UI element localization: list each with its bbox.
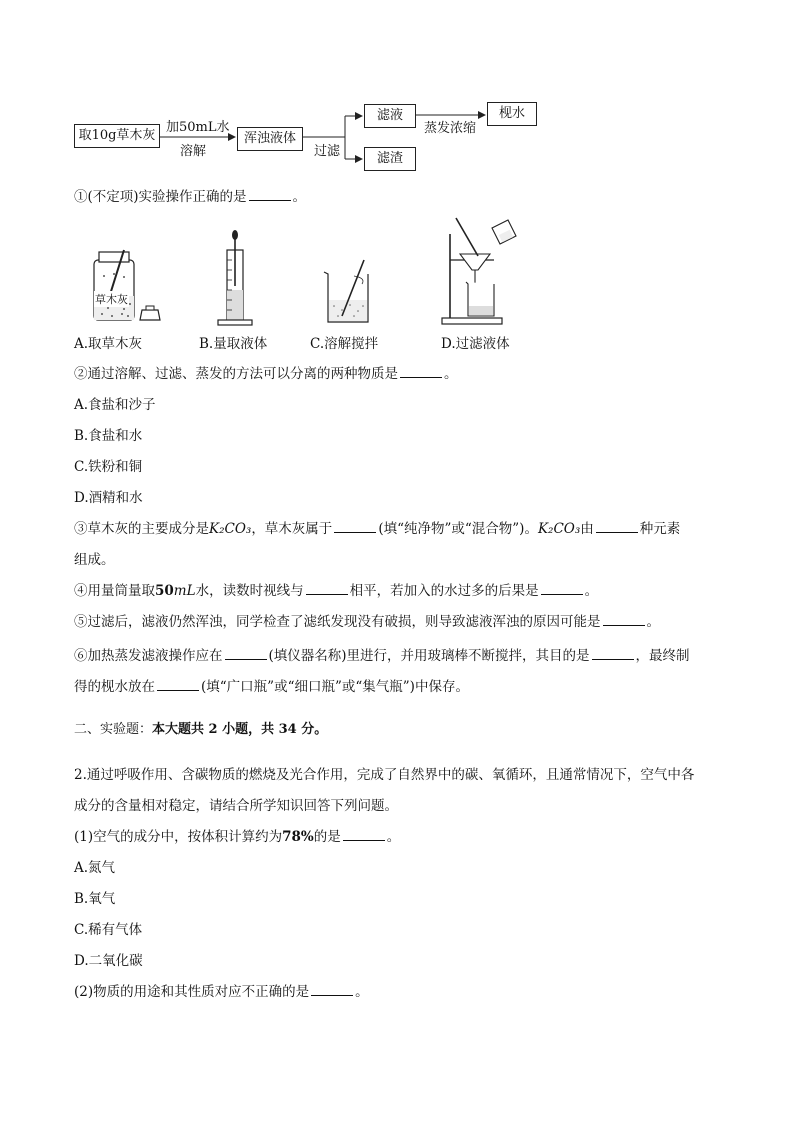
q2-option-a[interactable]: A.氮气 bbox=[74, 860, 116, 876]
q1-3-p5: 种元素 bbox=[639, 521, 681, 537]
flow-box-residue: 滤渣 bbox=[364, 147, 416, 171]
filtration-figure bbox=[438, 214, 534, 326]
section-2-heading bbox=[74, 721, 327, 739]
q1-4-p4: 。 bbox=[584, 583, 599, 599]
question-1-1 bbox=[74, 188, 306, 206]
q2-s1a: (1)空气的成分中，按体积计算约为 bbox=[74, 829, 283, 845]
flow-box-end: 枧水 bbox=[487, 102, 537, 126]
q1-4-p1: ④用量筒量取 bbox=[74, 583, 155, 599]
q1-6-line2b: (填“广口瓶”或“细口瓶”或“集气瓶”)中保存。 bbox=[201, 679, 469, 695]
q1-1-text: ①(不定项)实验操作正确的是 bbox=[74, 189, 247, 205]
flow-box-mid: 浑浊液体 bbox=[237, 127, 303, 151]
q1-3-p2: ，草木灰属于 bbox=[251, 521, 333, 537]
q1-2-option-c[interactable]: C.铁粉和铜 bbox=[74, 459, 143, 475]
flow-evap-label: 蒸发浓缩 bbox=[424, 121, 477, 136]
question-1-3 bbox=[74, 520, 680, 538]
q1-2-option-b[interactable]: B.食盐和水 bbox=[74, 428, 143, 444]
question-1-5 bbox=[74, 613, 660, 631]
caption-a: A.取草木灰 bbox=[74, 336, 143, 352]
q2-intro-line2: 成分的含量相对稳定，请结合所学知识回答下列问题。 bbox=[74, 798, 398, 814]
q1-3-line2: 组成。 bbox=[74, 552, 115, 568]
cylinder-figure bbox=[210, 228, 260, 328]
q1-4-p3: 相平，若加入的水过多的后果是 bbox=[349, 583, 539, 599]
answer-blank[interactable] bbox=[311, 983, 353, 996]
volume-unit: mL bbox=[173, 583, 196, 599]
flow-arrow1-bottom-label: 溶解 bbox=[180, 144, 207, 159]
question-1-4 bbox=[74, 582, 598, 600]
q1-4-p2: 水，读数时视线与 bbox=[195, 583, 304, 599]
question-1-2 bbox=[74, 365, 458, 383]
q2-s2b: 。 bbox=[355, 984, 369, 1000]
flow-box-start: 取10g草木灰 bbox=[74, 124, 160, 148]
q1-3-p3: (填“纯净物”或“混合物”)。 bbox=[378, 521, 538, 537]
q2-sub2 bbox=[74, 983, 369, 1001]
q2-s1b: 的是 bbox=[313, 829, 341, 845]
answer-blank[interactable] bbox=[400, 365, 442, 378]
q1-3-p4: 由 bbox=[580, 521, 594, 537]
answer-blank[interactable] bbox=[157, 678, 199, 691]
answer-blank[interactable] bbox=[541, 582, 583, 595]
q1-2-option-a[interactable]: A.食盐和沙子 bbox=[74, 397, 156, 413]
caption-c: C.溶解搅拌 bbox=[310, 336, 379, 352]
flow-box-filtrate: 滤液 bbox=[364, 104, 416, 128]
q1-6-p3: ，最终制 bbox=[635, 648, 690, 664]
answer-blank[interactable] bbox=[343, 828, 385, 841]
formula: K₂CO₃ bbox=[209, 521, 252, 537]
q1-5-p1: ⑤过滤后，滤液仍然浑浊，同学检查了滤纸发现没有破损，则导致滤液浑浊的原因可能是 bbox=[74, 614, 601, 630]
q2-option-b[interactable]: B.氧气 bbox=[74, 891, 116, 907]
answer-blank[interactable] bbox=[596, 520, 638, 533]
q1-2-text: ②通过溶解、过滤、蒸发的方法可以分离的两种物质是 bbox=[74, 366, 398, 382]
flow-arrow1-top-label: 加50mL水 bbox=[166, 120, 230, 135]
q2-option-d[interactable]: D.二氧化碳 bbox=[74, 953, 143, 969]
q1-6-p1: ⑥加热蒸发滤液操作应在 bbox=[74, 648, 223, 664]
answer-blank[interactable] bbox=[249, 188, 291, 201]
section-2-title: 二、实验题： bbox=[74, 722, 153, 737]
answer-blank[interactable] bbox=[592, 647, 634, 660]
question-1-6-line2 bbox=[74, 678, 469, 696]
q1-2-end: 。 bbox=[444, 366, 458, 382]
q1-5-p2: 。 bbox=[646, 614, 660, 630]
formula: K₂CO₃ bbox=[537, 521, 581, 537]
flow-filter-label: 过滤 bbox=[314, 144, 341, 159]
q1-3-p1: ③草木灰的主要成分是 bbox=[74, 521, 209, 537]
q1-6-p2: (填仪器名称)里进行，并用玻璃棒不断搅拌，其目的是 bbox=[268, 648, 590, 664]
q2-s1-percent: 78% bbox=[282, 829, 314, 845]
answer-blank[interactable] bbox=[306, 582, 348, 595]
jar-label: 草木灰 bbox=[95, 293, 128, 306]
caption-d: D.过滤液体 bbox=[441, 336, 510, 352]
q2-intro-line1: 2.通过呼吸作用、含碳物质的燃烧及光合作用，完成了自然界中的碳、氧循环，且通常情况下，空气中各 bbox=[74, 767, 695, 783]
q2-s1c: 。 bbox=[386, 829, 401, 845]
jar-figure bbox=[80, 246, 170, 326]
section-2-info: 本大题共 2 小题，共 34 分。 bbox=[152, 722, 328, 737]
answer-blank[interactable] bbox=[603, 613, 645, 626]
question-1-6 bbox=[74, 647, 690, 665]
q1-1-end: 。 bbox=[292, 189, 307, 205]
q2-sub1 bbox=[74, 828, 400, 846]
q1-6-line2a: 得的枧水放在 bbox=[74, 679, 155, 695]
answer-blank[interactable] bbox=[225, 647, 267, 660]
flow-arrows bbox=[0, 0, 794, 200]
beaker-figure bbox=[318, 256, 378, 328]
caption-b: B.量取液体 bbox=[199, 336, 268, 352]
answer-blank[interactable] bbox=[334, 520, 376, 533]
q2-s2a: (2)物质的用途和其性质对应不正确的是 bbox=[74, 984, 310, 1000]
q2-option-c[interactable]: C.稀有气体 bbox=[74, 922, 143, 938]
volume-value: 50 bbox=[155, 583, 174, 599]
q1-2-option-d[interactable]: D.酒精和水 bbox=[74, 490, 143, 506]
